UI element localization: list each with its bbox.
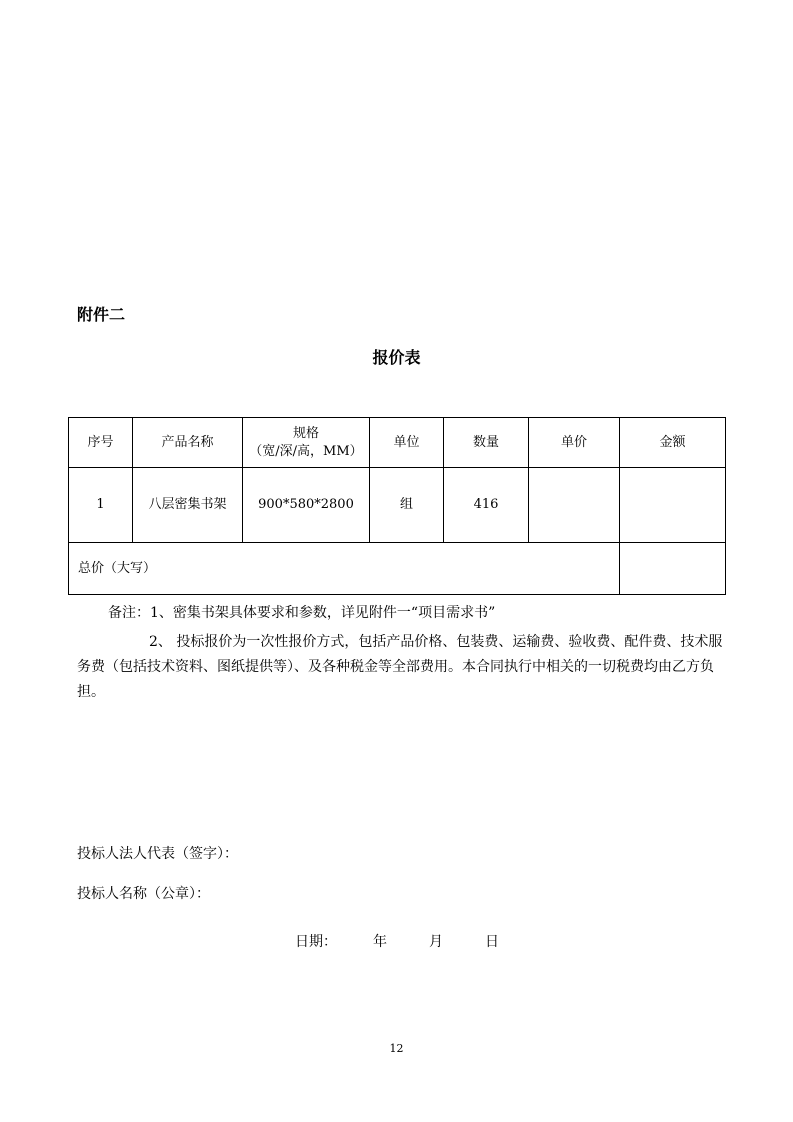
note-line-1: 备注：1、密集书架具体要求和参数，详见附件一“项目需求书” <box>108 605 496 621</box>
cell-unit: 组 <box>370 468 444 543</box>
cell-no: 1 <box>69 468 133 543</box>
header-spec-line1: 规格 <box>292 425 319 441</box>
bidder-name-label: 投标人名称（公章）： <box>77 886 210 902</box>
header-spec <box>243 418 370 468</box>
header-spec-line2: （宽/深/高，MM） <box>249 443 363 459</box>
note-line-2: 2、 投标报价为一次性报价方式，包括产品价格、包装费、运输费、验收费、配件费、技术服务费（包括技术资料、图纸提供等）、及各种税金等全部费用。本合同执行中相关的一切税费均由乙方负担。 <box>77 634 723 700</box>
cell-qty: 416 <box>444 468 529 543</box>
header-qty: 数量 <box>444 418 529 468</box>
cell-spec: 900*580*2800 <box>243 468 370 543</box>
header-amount: 金额 <box>620 418 726 468</box>
cell-unit-price <box>529 468 620 543</box>
date-month: 月 <box>429 934 443 950</box>
page-number: 12 <box>389 1042 404 1055</box>
cell-product-name: 八层密集书架 <box>133 468 243 543</box>
attachment-label: 附件二 <box>77 305 126 324</box>
cell-amount <box>620 468 726 543</box>
date-day: 日 <box>485 934 499 950</box>
table-header-row <box>69 418 726 468</box>
total-label: 总价（大写） <box>69 543 620 595</box>
quote-table <box>68 417 726 595</box>
header-unit-price: 单价 <box>529 418 620 468</box>
table-row <box>69 468 726 543</box>
page-title: 报价表 <box>372 348 421 367</box>
total-row <box>69 543 726 595</box>
header-no: 序号 <box>69 418 133 468</box>
header-unit: 单位 <box>370 418 444 468</box>
total-value <box>620 543 726 595</box>
date-year: 年 <box>373 934 387 950</box>
legal-rep-signature-label: 投标人法人代表（签字）： <box>77 846 238 862</box>
date-label: 日期： <box>295 934 337 950</box>
header-product-name: 产品名称 <box>133 418 243 468</box>
